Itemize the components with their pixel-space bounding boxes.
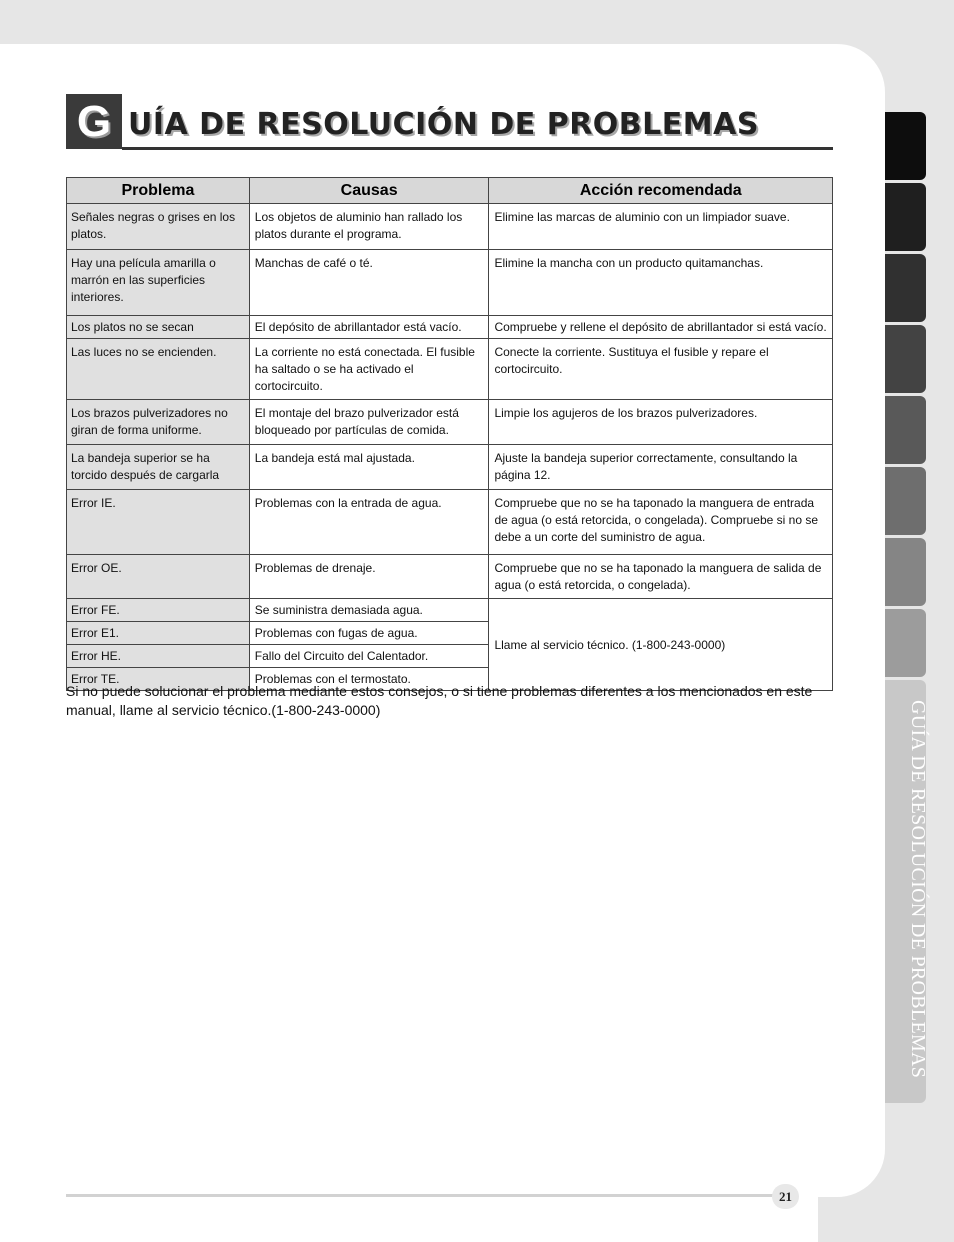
problem-cell: Error IE.: [67, 490, 250, 555]
cause-cell: Los objetos de aluminio han rallado los platos durante el programa.: [249, 204, 489, 250]
problem-cell: Las luces no se encienden.: [67, 339, 250, 400]
side-tab-6[interactable]: [885, 467, 926, 535]
action-cell: Compruebe que no se ha taponado la manguera de entrada de agua (o está retorcida, o congelada). Compruebe si no se debe a un corte del suministro de agua.: [489, 490, 833, 555]
troubleshooting-table: [66, 177, 833, 691]
cause-cell: El montaje del brazo pulverizador está bloqueado por partículas de comida.: [249, 400, 489, 445]
side-tab-7[interactable]: [885, 538, 926, 606]
cause-cell: Manchas de café o té.: [249, 250, 489, 316]
side-tab-8[interactable]: [885, 609, 926, 677]
action-cell: Elimine las marcas de aluminio con un limpiador suave.: [489, 204, 833, 250]
action-cell: Elimine la mancha con un producto quitamanchas.: [489, 250, 833, 316]
problem-cell: Error E1.: [67, 622, 250, 645]
action-cell: Limpie los agujeros de los brazos pulverizadores.: [489, 400, 833, 445]
table-row: [67, 599, 833, 622]
footer-rule: [66, 1194, 786, 1197]
problem-cell: Error OE.: [67, 555, 250, 599]
side-tab-1[interactable]: [885, 112, 926, 180]
table-row: [67, 555, 833, 599]
page-title: UÍA DE RESOLUCIÓN DE PROBLEMAS: [128, 107, 759, 142]
cause-cell: El depósito de abrillantador está vacío.: [249, 316, 489, 339]
table-row: [67, 400, 833, 445]
problem-cell: La bandeja superior se ha torcido después de cargarla: [67, 445, 250, 490]
cause-cell: La corriente no está conectada. El fusible ha saltado o se ha activado el cortocircuito.: [249, 339, 489, 400]
cause-cell: Problemas de drenaje.: [249, 555, 489, 599]
cause-cell: Problemas con el termostato.: [249, 668, 489, 691]
cause-cell: La bandeja está mal ajustada.: [249, 445, 489, 490]
problem-cell: Error TE.: [67, 668, 250, 691]
service-note: Si no puede solucionar el problema mediante estos consejos, o si tiene problemas diferentes a los mencionados en este manual, llame al servicio técnico.(1-800-243-0000): [66, 683, 813, 718]
problem-cell: Los brazos pulverizadores no giran de forma uniforme.: [67, 400, 250, 445]
title-initial: G: [76, 97, 112, 146]
problem-cell: Error FE.: [67, 599, 250, 622]
cause-cell: Se suministra demasiada agua.: [249, 599, 489, 622]
table-row: [67, 490, 833, 555]
action-cell: Compruebe y rellene el depósito de abrillantador si está vacío.: [489, 316, 833, 339]
side-tab-2[interactable]: [885, 183, 926, 251]
problem-cell: Error HE.: [67, 645, 250, 668]
cause-cell: Fallo del Circuito del Calentador.: [249, 645, 489, 668]
problem-cell: Hay una película amarilla o marrón en las superficies interiores.: [67, 250, 250, 316]
table-header-row: [67, 178, 833, 204]
action-cell-merged: Llame al servicio técnico. (1-800-243-0000): [489, 599, 833, 691]
table-row: [67, 445, 833, 490]
action-cell: Conecte la corriente. Sustituya el fusible y repare el cortocircuito.: [489, 339, 833, 400]
side-tab-active-label: GUÍA DE RESOLUCIÓN DE PROBLEMAS: [907, 700, 929, 1079]
header-causes: Causas: [249, 178, 489, 204]
side-tab-4[interactable]: [885, 325, 926, 393]
cause-cell: Problemas con la entrada de agua.: [249, 490, 489, 555]
problem-cell: Señales negras o grises en los platos.: [67, 204, 250, 250]
action-cell: Ajuste la bandeja superior correctamente, consultando la página 12.: [489, 445, 833, 490]
title-underline: [122, 147, 833, 150]
table-row: [67, 339, 833, 400]
header-action: Acción recomendada: [489, 178, 833, 204]
side-tab-3[interactable]: [885, 254, 926, 322]
action-cell: Compruebe que no se ha taponado la manguera de salida de agua (o está retorcida, o congelada).: [489, 555, 833, 599]
cause-cell: Problemas con fugas de agua.: [249, 622, 489, 645]
side-tab-5[interactable]: [885, 396, 926, 464]
page-number: 21: [772, 1184, 799, 1209]
table-row: [67, 204, 833, 250]
table-row: [67, 250, 833, 316]
header-problem: Problema: [67, 178, 250, 204]
table-row: [67, 316, 833, 339]
problem-cell: Los platos no se secan: [67, 316, 250, 339]
